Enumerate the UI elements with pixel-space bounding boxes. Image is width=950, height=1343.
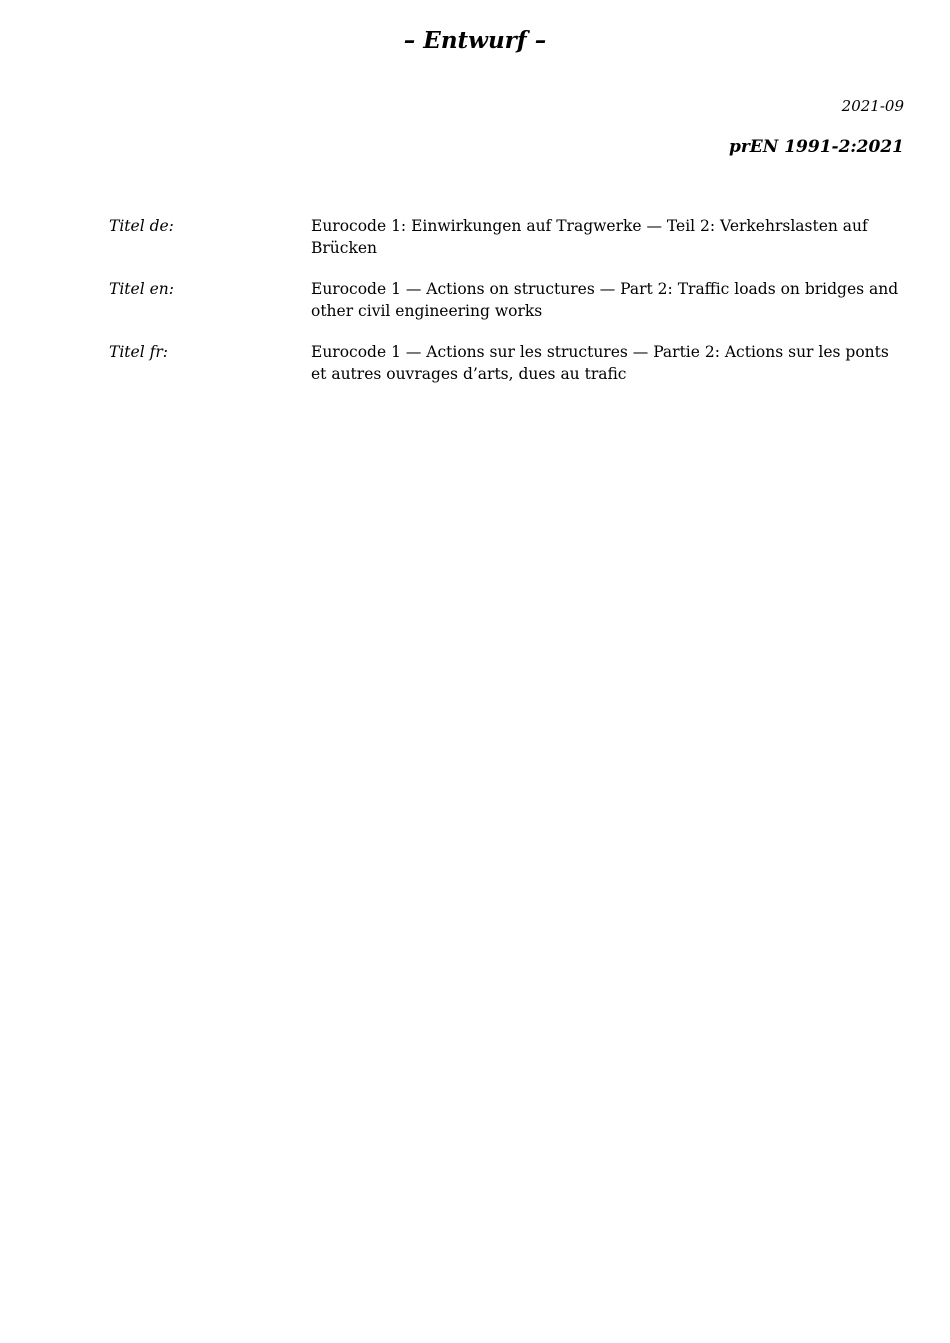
document-date: 2021-09 (841, 97, 904, 115)
title-row-en (109, 278, 905, 322)
title-label-en: Titel en: (109, 280, 174, 298)
title-row-fr (109, 341, 905, 385)
document-number: prEN 1991-2:2021 (728, 137, 904, 157)
title-label-de: Titel de: (109, 217, 174, 235)
title-value-de: Eurocode 1: Einwirkungen auf Tragwerke — Teil 2: Verkehrslasten auf Brücken (311, 217, 868, 257)
title-label-fr: Titel fr: (109, 343, 168, 361)
draft-banner: – Entwurf – (403, 27, 547, 54)
title-value-en: Eurocode 1 — Actions on structures — Part 2: Traffic loads on bridges and other civil engineering works (311, 280, 899, 320)
title-value-fr: Eurocode 1 — Actions sur les structures — Partie 2: Actions sur les ponts et autres ouvrages d’arts, dues au trafic (311, 343, 889, 383)
title-row-de (109, 215, 905, 259)
title-table (109, 215, 905, 404)
